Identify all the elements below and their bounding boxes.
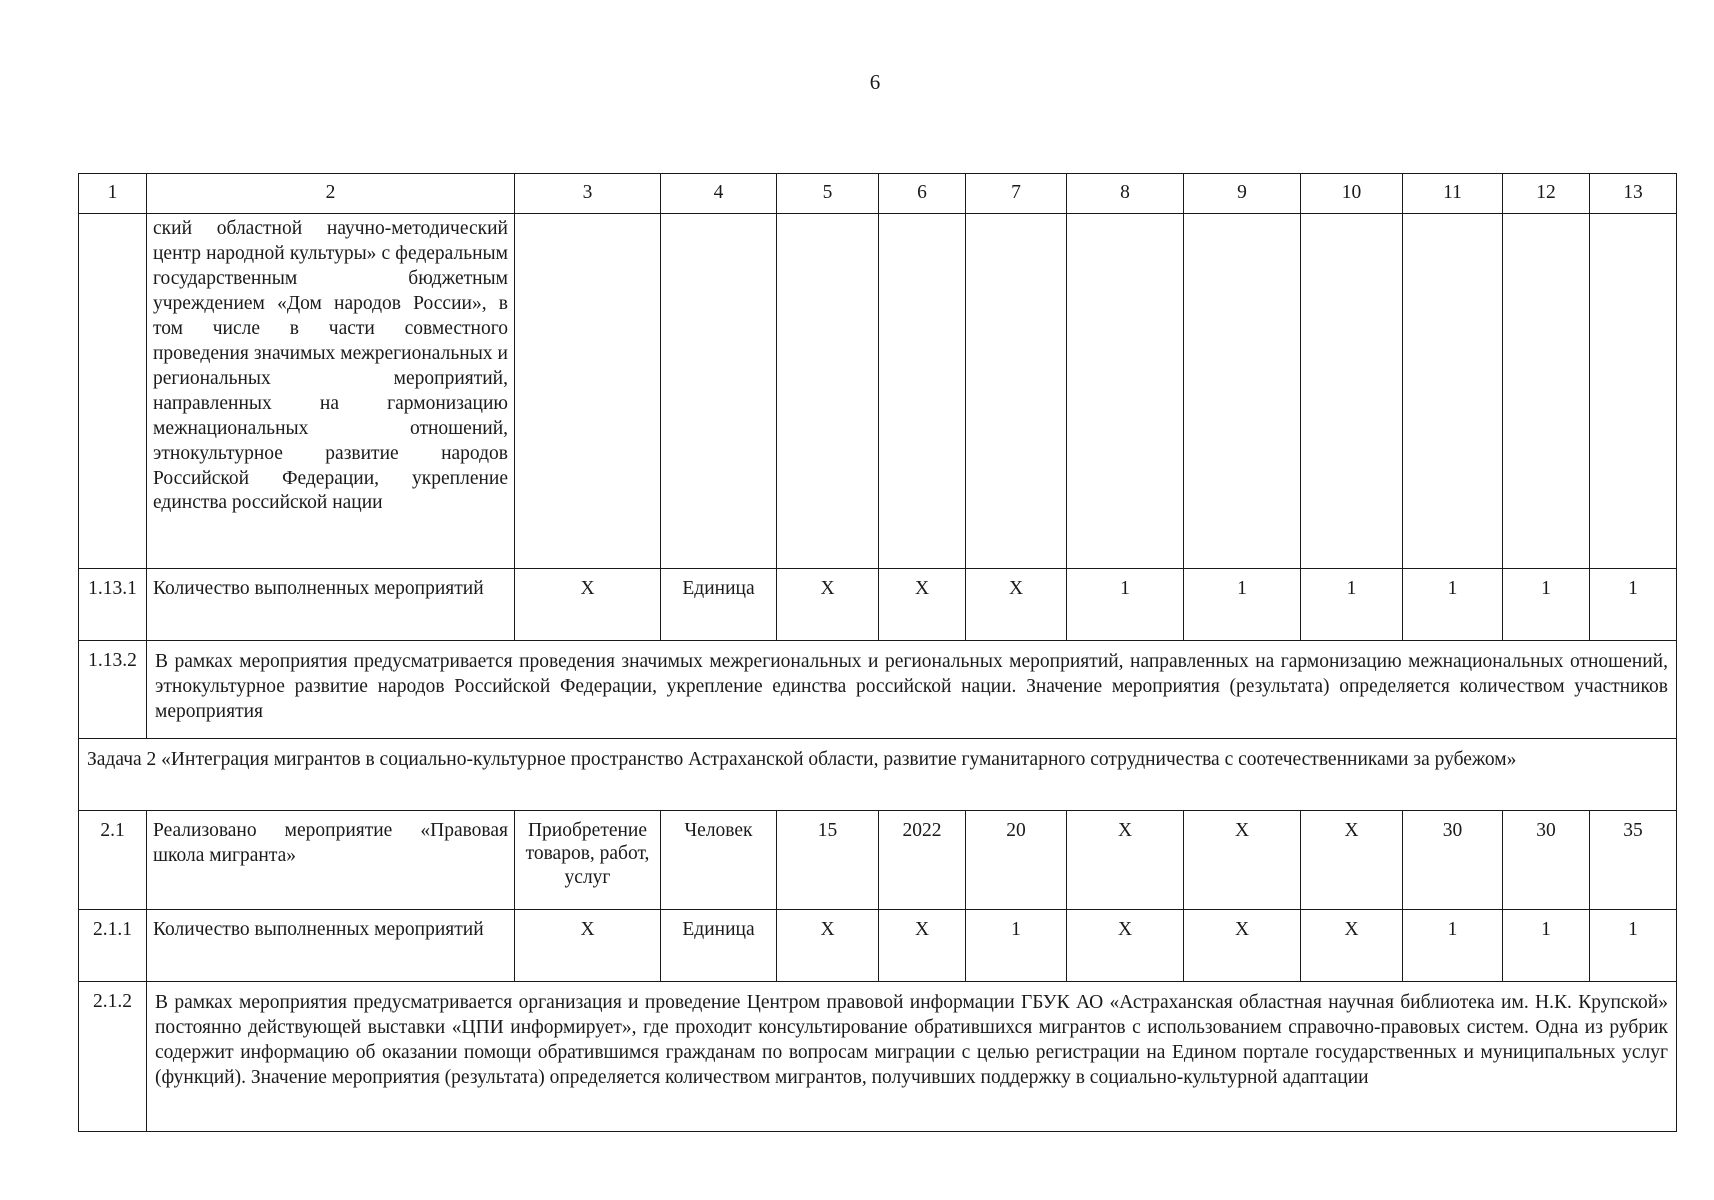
table-cell: Х	[1184, 910, 1301, 982]
table-cell: Х	[1067, 910, 1184, 982]
table-cell	[515, 214, 661, 569]
table-cell	[79, 214, 147, 569]
indicator-name: Реализовано мероприятие «Правовая школа мигранта»	[147, 811, 515, 910]
table-cell: 1	[1590, 569, 1677, 641]
table-cell: Х	[515, 569, 661, 641]
measures-table	[78, 173, 1677, 1132]
table-row	[79, 739, 1677, 811]
indicator-name: Количество выполненных мероприятий	[147, 910, 515, 982]
table-cell	[661, 214, 777, 569]
table-cell: 30	[1503, 811, 1590, 910]
row-number: 1.13.2	[79, 641, 147, 739]
table-row	[79, 569, 1677, 641]
row-number: 2.1.1	[79, 910, 147, 982]
table-cell	[966, 214, 1067, 569]
table-cell: Х	[777, 569, 879, 641]
table-cell: 1	[1184, 569, 1301, 641]
unit-cell: Единица	[661, 910, 777, 982]
column-number: 5	[777, 174, 879, 214]
column-number: 13	[1590, 174, 1677, 214]
table-cell: 1	[1301, 569, 1403, 641]
table-cell: Х	[777, 910, 879, 982]
table-cell: Х	[1301, 811, 1403, 910]
table-cell	[1503, 214, 1590, 569]
column-number: 7	[966, 174, 1067, 214]
table-cell: Х	[515, 910, 661, 982]
column-number: 10	[1301, 174, 1403, 214]
table-cell: 35	[1590, 811, 1677, 910]
row-number: 1.13.1	[79, 569, 147, 641]
unit-cell: Единица	[661, 569, 777, 641]
page-number: 6	[869, 70, 881, 94]
table-row	[79, 641, 1677, 739]
table-cell: Х	[1301, 910, 1403, 982]
task-heading: Задача 2 «Интеграция мигрантов в социально-культурное пространство Астраханской области, развитие гуманитарного сотрудничества с соотечественниками за рубежом»	[79, 739, 1677, 811]
indicator-name: Количество выполненных мероприятий	[147, 569, 515, 641]
table-cell	[777, 214, 879, 569]
table-cell	[1403, 214, 1503, 569]
table-cell: 1	[966, 910, 1067, 982]
table-cell: 30	[1403, 811, 1503, 910]
column-number: 8	[1067, 174, 1184, 214]
column-number: 12	[1503, 174, 1590, 214]
table-cell: 1	[1403, 569, 1503, 641]
column-number: 11	[1403, 174, 1503, 214]
row-number: 2.1.2	[79, 982, 147, 1132]
table-row	[79, 982, 1677, 1132]
measure-description: В рамках мероприятия предусматривается организация и проведение Центром правовой информации ГБУК АО «Астраханская областная научная библиотека им. Н.К. Крупской» постоянно действующей выставки «ЦПИ информирует», где проходит консультирование обратившихся мигрантов с использованием справочно-правовых систем. Одна из рубрик содержит информацию об оказании помощи обратившимся гражданам по вопросам миграции с целью регистрации на Едином портале государственных и муниципальных услуг (функций). Значение мероприятия (результата) определяется количеством мигрантов, получивших поддержку в социально-культурной адаптации	[147, 982, 1677, 1132]
table-cell	[1590, 214, 1677, 569]
table-row	[79, 910, 1677, 982]
table-cell	[1184, 214, 1301, 569]
table-cell: 1	[1590, 910, 1677, 982]
table-cell: 2022	[879, 811, 966, 910]
row-number: 2.1	[79, 811, 147, 910]
column-number: 6	[879, 174, 966, 214]
table-cell: Х	[879, 569, 966, 641]
column-numbers-row	[79, 174, 1677, 214]
column-number: 3	[515, 174, 661, 214]
table-row	[79, 214, 1677, 569]
continuation-text: ский областной научно-методический центр народной культуры» с федеральным государственным бюджетным учреждением «Дом народов России», в том числе в части совместного проведения значимых межрегиональных и региональных мероприятий, направленных на гармонизацию межнациональных отношений, этнокультурное развитие народов Российской Федерации, укрепление единства российской нации	[147, 214, 515, 569]
table-cell: 1	[1403, 910, 1503, 982]
table-cell: 20	[966, 811, 1067, 910]
column-number: 4	[661, 174, 777, 214]
table-cell: Х	[966, 569, 1067, 641]
table-cell: 15	[777, 811, 879, 910]
table-cell: 1	[1503, 910, 1590, 982]
expense-type-cell: Приобретение товаров, работ, услуг	[515, 811, 661, 910]
table-row	[79, 811, 1677, 910]
unit-cell: Человек	[661, 811, 777, 910]
table-cell	[1301, 214, 1403, 569]
table-cell	[879, 214, 966, 569]
table-cell	[1067, 214, 1184, 569]
column-number: 2	[147, 174, 515, 214]
table-cell: 1	[1503, 569, 1590, 641]
table-cell: Х	[1067, 811, 1184, 910]
column-number: 9	[1184, 174, 1301, 214]
table-cell: Х	[1184, 811, 1301, 910]
column-number: 1	[79, 174, 147, 214]
measure-description: В рамках мероприятия предусматривается проведения значимых межрегиональных и региональных мероприятий, направленных на гармонизацию межнациональных отношений, этнокультурное развитие народов Российской Федерации, укрепление единства российской нации. Значение мероприятия (результата) определяется количеством участников мероприятия	[147, 641, 1677, 739]
table-cell: Х	[879, 910, 966, 982]
table-cell: 1	[1067, 569, 1184, 641]
